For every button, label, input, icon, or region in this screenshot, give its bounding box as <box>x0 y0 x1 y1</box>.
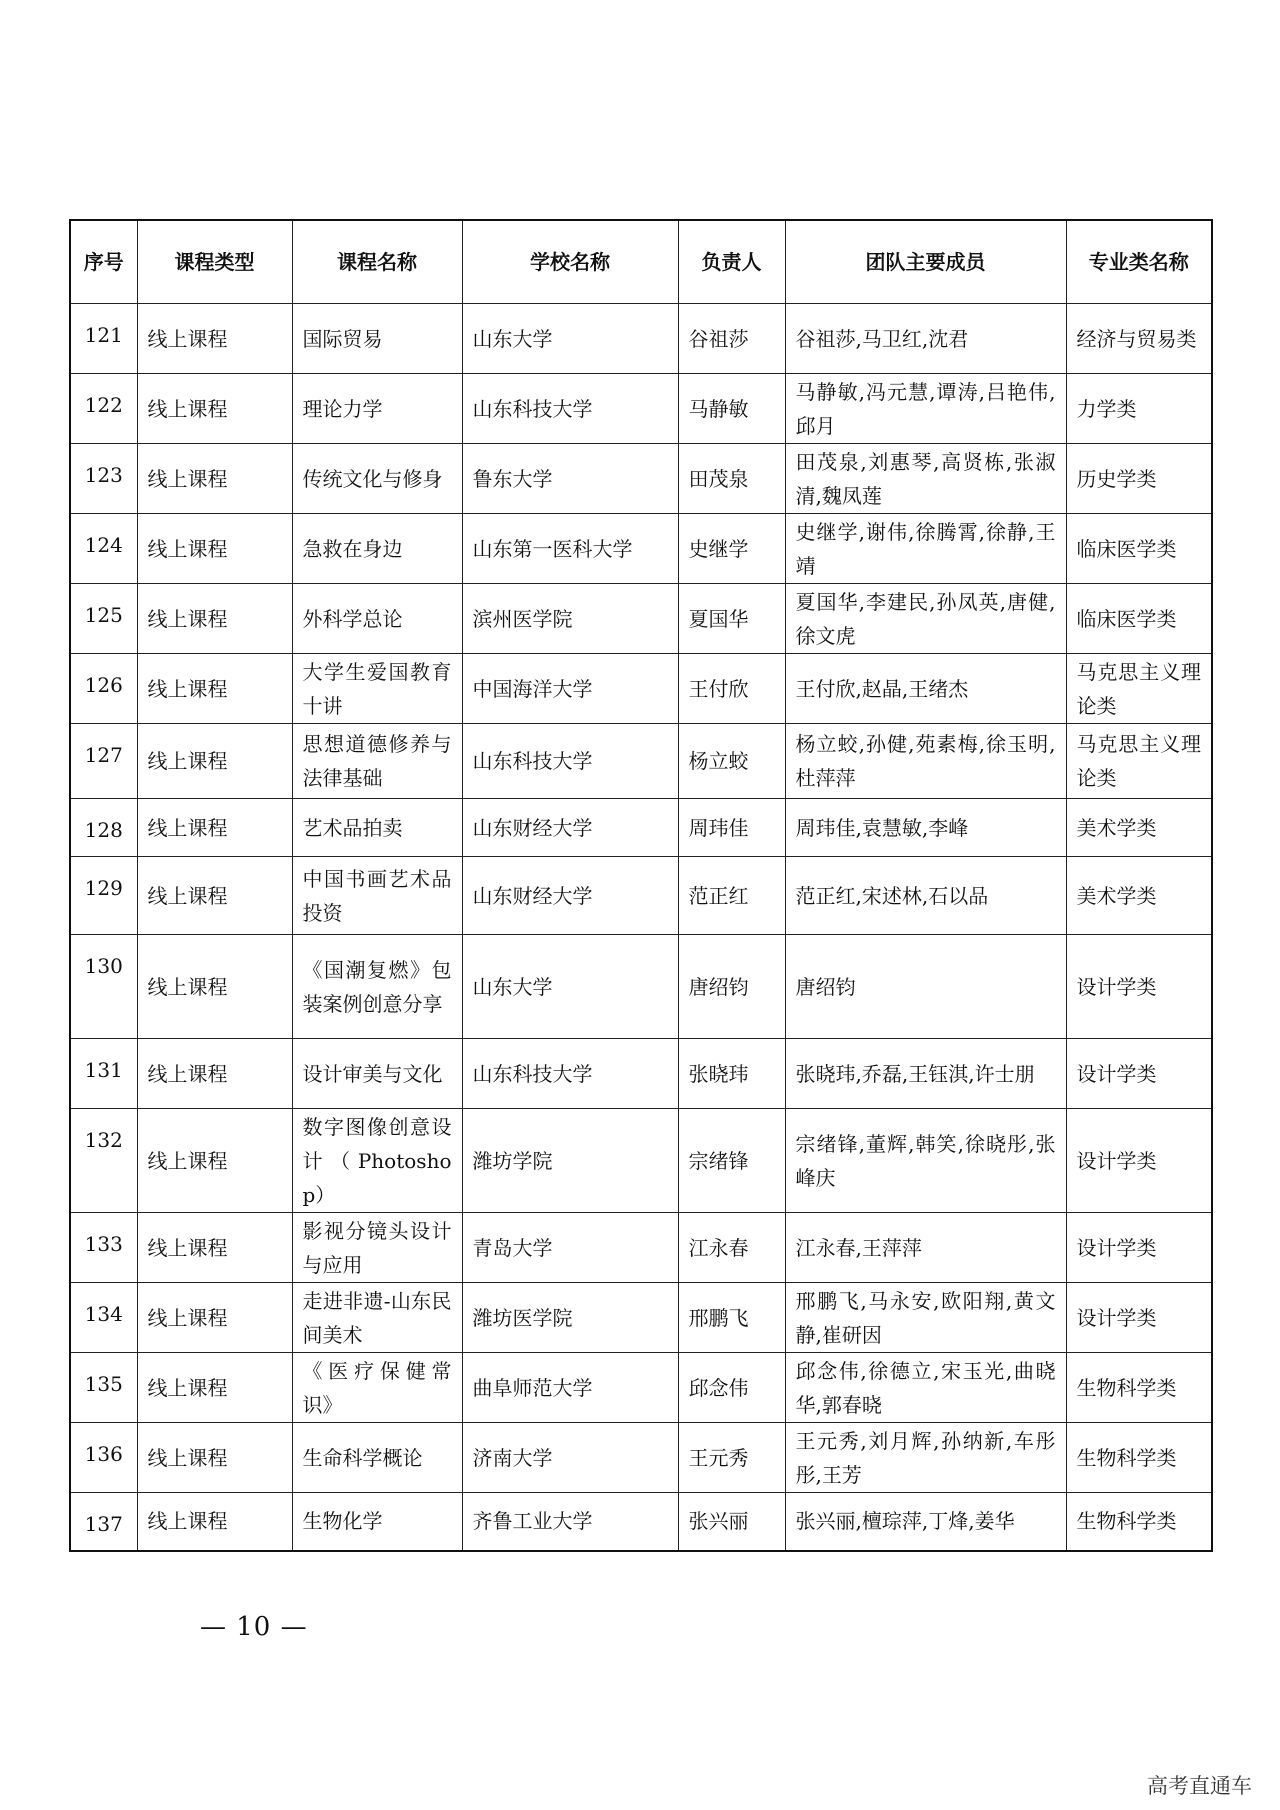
leader-name: 田茂泉 <box>678 444 785 514</box>
team-members: 唐绍钧 <box>785 935 1066 1039</box>
course-name: 设计审美与文化 <box>292 1039 462 1109</box>
course-type: 线上课程 <box>137 374 292 444</box>
course-table <box>69 219 1213 1552</box>
school-name: 山东科技大学 <box>462 374 678 444</box>
major-category: 设计学类 <box>1066 1039 1212 1109</box>
team-members: 邱念伟,徐德立,宋玉光,曲晓华,郭春晓 <box>785 1353 1066 1423</box>
course-type: 线上课程 <box>137 654 292 724</box>
course-name: 影视分镜头设计与应用 <box>292 1213 462 1283</box>
leader-name: 王付欣 <box>678 654 785 724</box>
row-number: 134 <box>70 1283 137 1353</box>
leader-name: 范正红 <box>678 857 785 935</box>
school-name: 山东科技大学 <box>462 1039 678 1109</box>
course-name: 思想道德修养与法律基础 <box>292 724 462 799</box>
course-type: 线上课程 <box>137 1423 292 1493</box>
major-category: 力学类 <box>1066 374 1212 444</box>
major-category: 设计学类 <box>1066 1109 1212 1213</box>
row-number: 125 <box>70 584 137 654</box>
major-category: 生物科学类 <box>1066 1493 1212 1551</box>
course-name: 走进非遗-山东民间美术 <box>292 1283 462 1353</box>
major-category: 临床医学类 <box>1066 584 1212 654</box>
major-category: 美术学类 <box>1066 857 1212 935</box>
leader-name: 史继学 <box>678 514 785 584</box>
leader-name: 张晓玮 <box>678 1039 785 1109</box>
header-members: 团队主要成员 <box>785 220 1066 304</box>
major-category: 生物科学类 <box>1066 1423 1212 1493</box>
course-name: 急救在身边 <box>292 514 462 584</box>
course-name: 中国书画艺术品投资 <box>292 857 462 935</box>
row-number: 130 <box>70 935 137 1039</box>
row-number: 133 <box>70 1213 137 1283</box>
table-row <box>70 799 1212 857</box>
leader-name: 唐绍钧 <box>678 935 785 1039</box>
major-category: 设计学类 <box>1066 1283 1212 1353</box>
major-category: 设计学类 <box>1066 935 1212 1039</box>
major-category: 临床医学类 <box>1066 514 1212 584</box>
course-type: 线上课程 <box>137 1493 292 1551</box>
header-course-type: 课程类型 <box>137 220 292 304</box>
header-school: 学校名称 <box>462 220 678 304</box>
course-type: 线上课程 <box>137 1039 292 1109</box>
table-row <box>70 514 1212 584</box>
major-category: 马克思主义理论类 <box>1066 724 1212 799</box>
course-name: 生物化学 <box>292 1493 462 1551</box>
table-row <box>70 584 1212 654</box>
course-type: 线上课程 <box>137 304 292 374</box>
row-number: 122 <box>70 374 137 444</box>
table-row <box>70 1213 1212 1283</box>
school-name: 济南大学 <box>462 1423 678 1493</box>
header-course-name: 课程名称 <box>292 220 462 304</box>
course-type: 线上课程 <box>137 724 292 799</box>
course-type: 线上课程 <box>137 1353 292 1423</box>
table-row <box>70 1039 1212 1109</box>
leader-name: 宗绪锋 <box>678 1109 785 1213</box>
row-number: 135 <box>70 1353 137 1423</box>
row-number: 123 <box>70 444 137 514</box>
table-row <box>70 1493 1212 1551</box>
row-number: 126 <box>70 654 137 724</box>
school-name: 中国海洋大学 <box>462 654 678 724</box>
major-category: 马克思主义理论类 <box>1066 654 1212 724</box>
leader-name: 夏国华 <box>678 584 785 654</box>
school-name: 山东大学 <box>462 935 678 1039</box>
team-members: 史继学,谢伟,徐腾霄,徐静,王靖 <box>785 514 1066 584</box>
school-name: 山东科技大学 <box>462 724 678 799</box>
leader-name: 王元秀 <box>678 1423 785 1493</box>
leader-name: 马静敏 <box>678 374 785 444</box>
school-name: 青岛大学 <box>462 1213 678 1283</box>
school-name: 山东大学 <box>462 304 678 374</box>
school-name: 潍坊学院 <box>462 1109 678 1213</box>
course-name: 生命科学概论 <box>292 1423 462 1493</box>
course-name: 《医疗保健常识》 <box>292 1353 462 1423</box>
course-name: 《国潮复燃》包装案例创意分享 <box>292 935 462 1039</box>
row-number: 128 <box>70 799 137 857</box>
major-category: 设计学类 <box>1066 1213 1212 1283</box>
course-type: 线上课程 <box>137 857 292 935</box>
major-category: 美术学类 <box>1066 799 1212 857</box>
leader-name: 周玮佳 <box>678 799 785 857</box>
table-row <box>70 374 1212 444</box>
leader-name: 江永春 <box>678 1213 785 1283</box>
course-name: 国际贸易 <box>292 304 462 374</box>
table-row <box>70 935 1212 1039</box>
school-name: 山东第一医科大学 <box>462 514 678 584</box>
header-no: 序号 <box>70 220 137 304</box>
row-number: 132 <box>70 1109 137 1213</box>
table-row <box>70 444 1212 514</box>
table-row <box>70 654 1212 724</box>
school-name: 曲阜师范大学 <box>462 1353 678 1423</box>
school-name: 滨州医学院 <box>462 584 678 654</box>
table-row <box>70 724 1212 799</box>
course-name: 理论力学 <box>292 374 462 444</box>
header-leader: 负责人 <box>678 220 785 304</box>
row-number: 131 <box>70 1039 137 1109</box>
course-name: 艺术品拍卖 <box>292 799 462 857</box>
team-members: 夏国华,李建民,孙凤英,唐健,徐文虎 <box>785 584 1066 654</box>
course-type: 线上课程 <box>137 1213 292 1283</box>
page-number: — 10 — <box>200 1612 308 1642</box>
course-name: 传统文化与修身 <box>292 444 462 514</box>
table-row <box>70 1283 1212 1353</box>
team-members: 马静敏,冯元慧,谭涛,吕艳伟,邱月 <box>785 374 1066 444</box>
course-type: 线上课程 <box>137 1109 292 1213</box>
row-number: 127 <box>70 724 137 799</box>
team-members: 江永春,王萍萍 <box>785 1213 1066 1283</box>
team-members: 张晓玮,乔磊,王钰淇,许士朋 <box>785 1039 1066 1109</box>
table-header-row <box>70 220 1212 304</box>
team-members: 范正红,宋述林,石以品 <box>785 857 1066 935</box>
major-category: 经济与贸易类 <box>1066 304 1212 374</box>
table-row <box>70 1109 1212 1213</box>
team-members: 周玮佳,袁慧敏,李峰 <box>785 799 1066 857</box>
course-type: 线上课程 <box>137 935 292 1039</box>
row-number: 124 <box>70 514 137 584</box>
leader-name: 邢鹏飞 <box>678 1283 785 1353</box>
school-name: 潍坊医学院 <box>462 1283 678 1353</box>
team-members: 邢鹏飞,马永安,欧阳翔,黄文静,崔研因 <box>785 1283 1066 1353</box>
team-members: 宗绪锋,董辉,韩笑,徐晓彤,张峰庆 <box>785 1109 1066 1213</box>
school-name: 山东财经大学 <box>462 799 678 857</box>
school-name: 鲁东大学 <box>462 444 678 514</box>
course-type: 线上课程 <box>137 799 292 857</box>
course-name: 数字图像创意设计（Photoshop） <box>292 1109 462 1213</box>
table-row <box>70 1423 1212 1493</box>
table-row <box>70 857 1212 935</box>
team-members: 田茂泉,刘惠琴,高贤栋,张淑清,魏凤莲 <box>785 444 1066 514</box>
team-members: 王付欣,赵晶,王绪杰 <box>785 654 1066 724</box>
course-type: 线上课程 <box>137 1283 292 1353</box>
course-type: 线上课程 <box>137 584 292 654</box>
course-name: 大学生爱国教育十讲 <box>292 654 462 724</box>
table-row <box>70 304 1212 374</box>
leader-name: 张兴丽 <box>678 1493 785 1551</box>
table-row <box>70 1353 1212 1423</box>
team-members: 谷祖莎,马卫红,沈君 <box>785 304 1066 374</box>
major-category: 生物科学类 <box>1066 1353 1212 1423</box>
team-members: 杨立蛟,孙健,苑素梅,徐玉明,杜萍萍 <box>785 724 1066 799</box>
course-type: 线上课程 <box>137 444 292 514</box>
school-name: 山东财经大学 <box>462 857 678 935</box>
row-number: 121 <box>70 304 137 374</box>
major-category: 历史学类 <box>1066 444 1212 514</box>
row-number: 137 <box>70 1493 137 1551</box>
team-members: 王元秀,刘月辉,孙纳新,车彤彤,王芳 <box>785 1423 1066 1493</box>
row-number: 129 <box>70 857 137 935</box>
school-name: 齐鲁工业大学 <box>462 1493 678 1551</box>
team-members: 张兴丽,檀琮萍,丁烽,姜华 <box>785 1493 1066 1551</box>
leader-name: 谷祖莎 <box>678 304 785 374</box>
course-type: 线上课程 <box>137 514 292 584</box>
course-name: 外科学总论 <box>292 584 462 654</box>
leader-name: 邱念伟 <box>678 1353 785 1423</box>
row-number: 136 <box>70 1423 137 1493</box>
table-body <box>70 304 1212 1551</box>
leader-name: 杨立蛟 <box>678 724 785 799</box>
watermark: 高考直通车 <box>1147 1774 1252 1798</box>
header-major: 专业类名称 <box>1066 220 1212 304</box>
